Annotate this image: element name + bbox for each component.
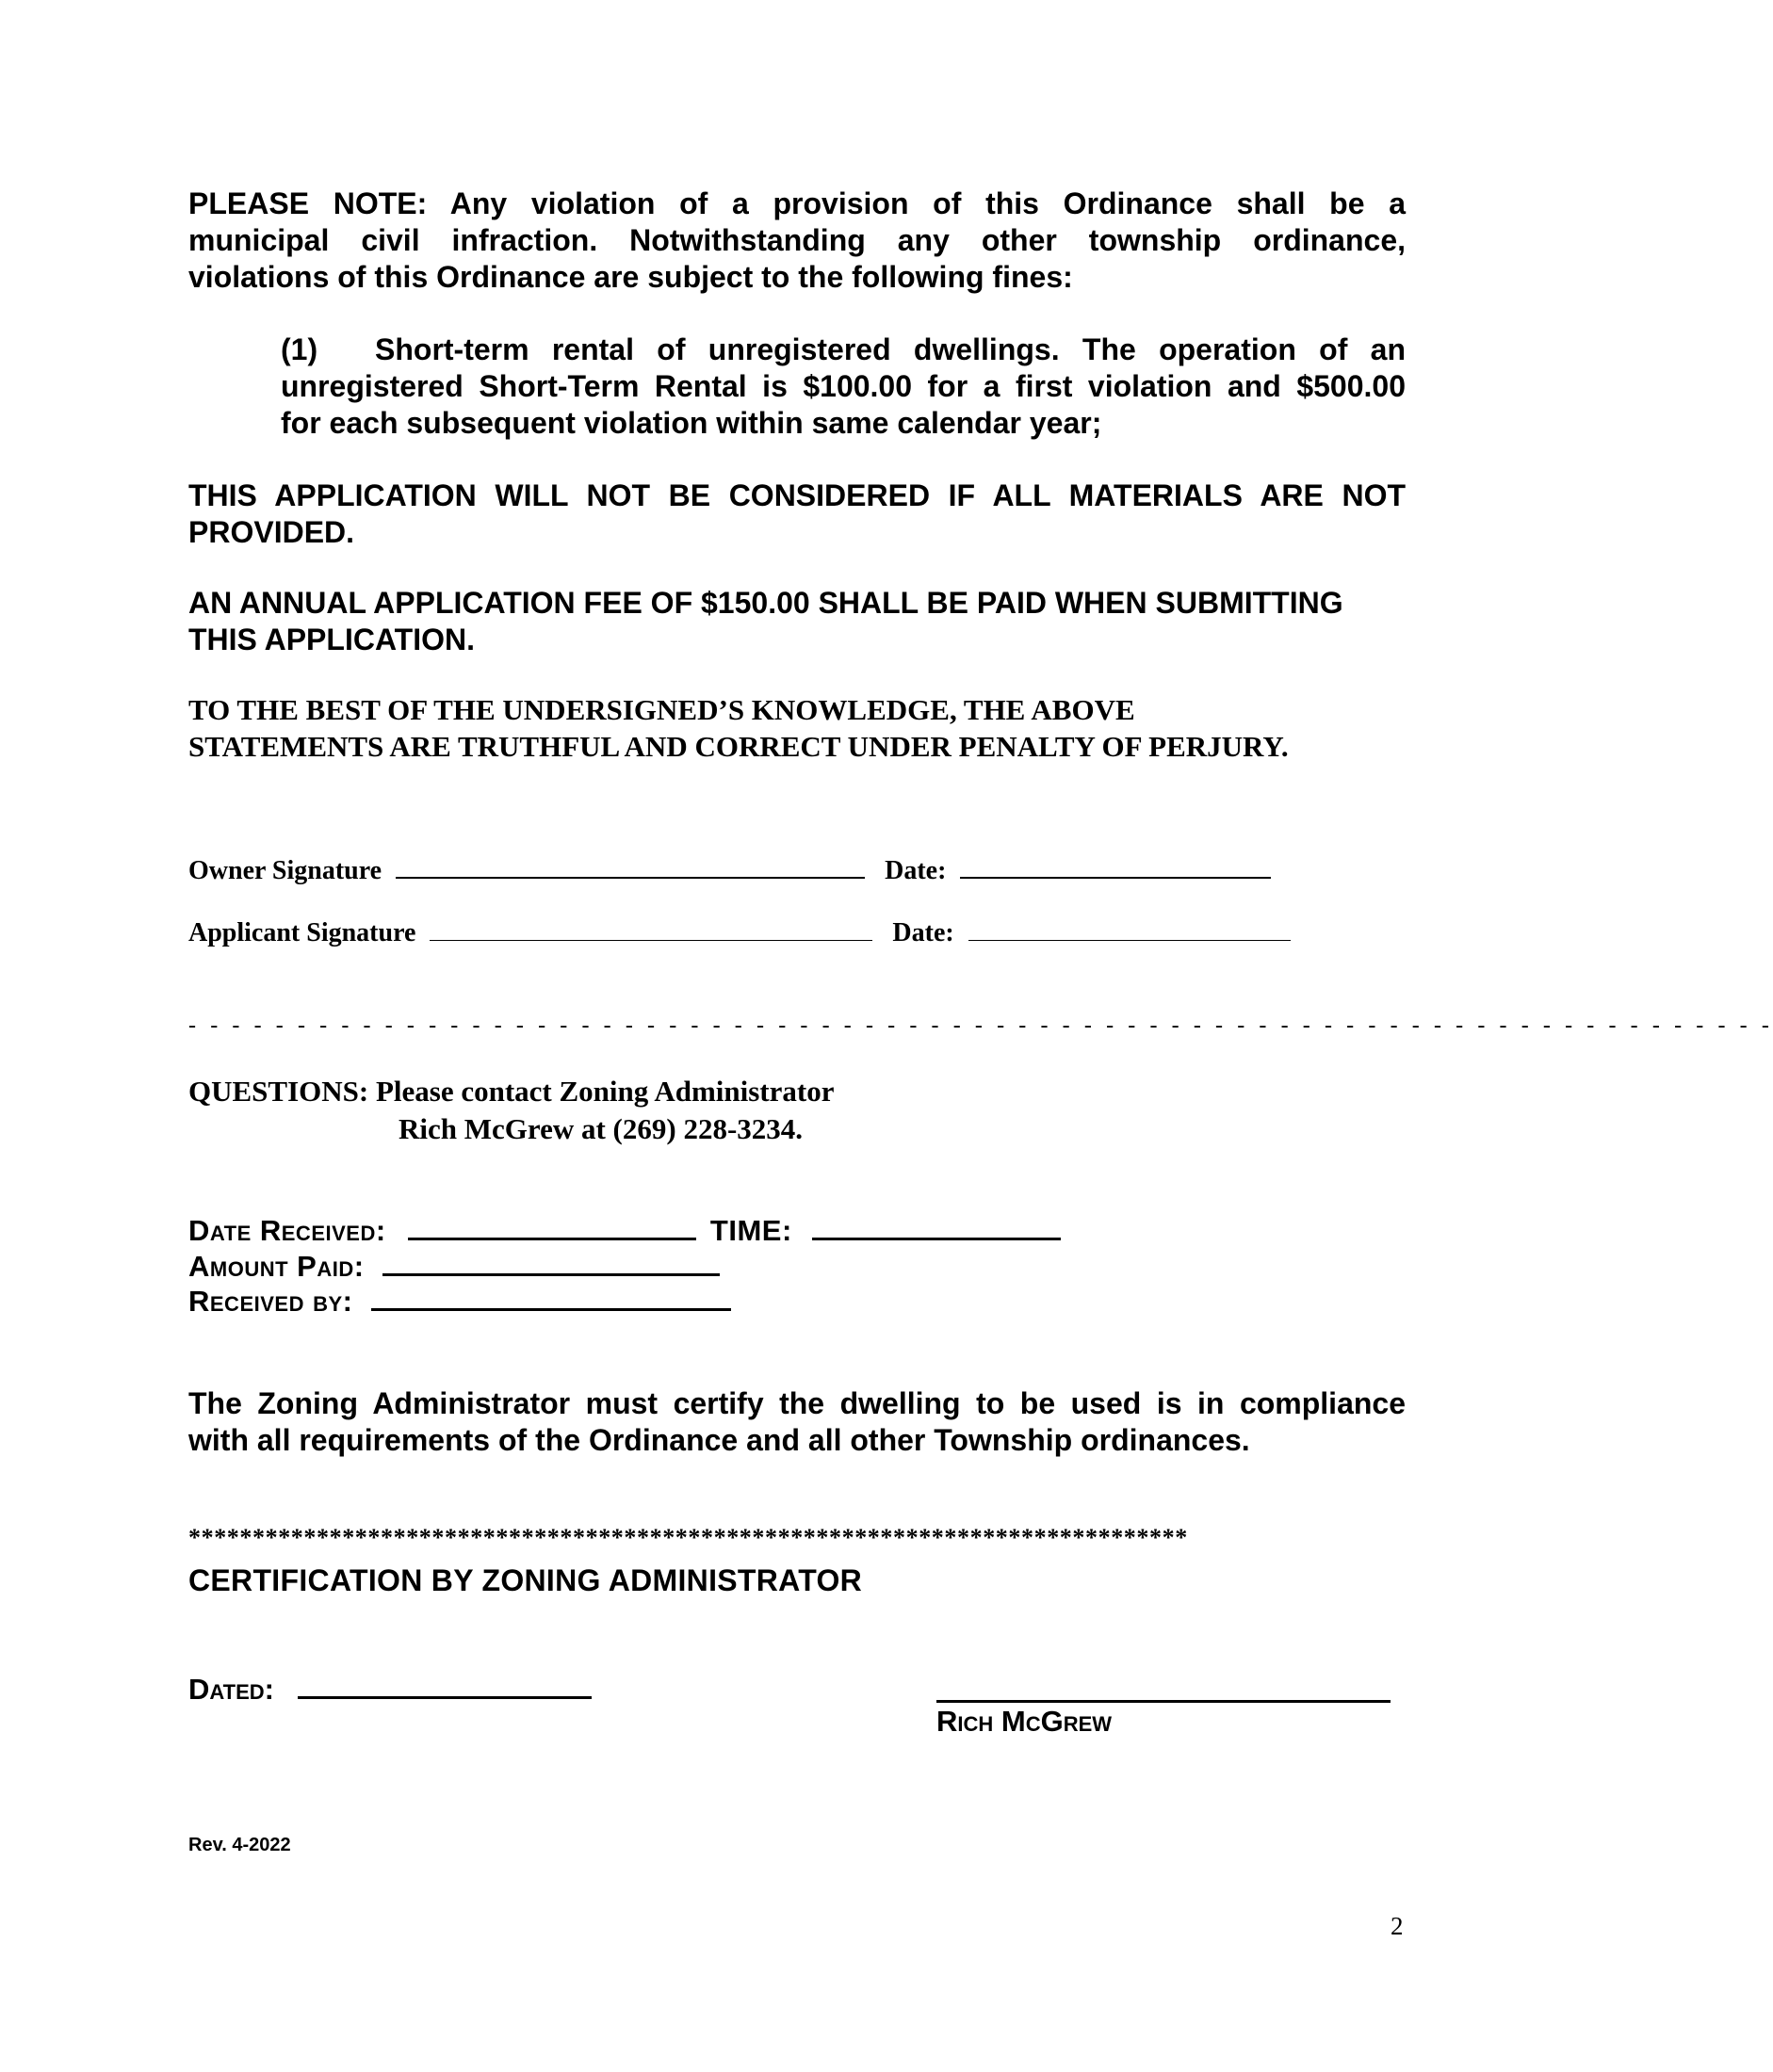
revision-label: Rev. 4-2022: [188, 1835, 291, 1855]
time-label: TIME:: [709, 1214, 792, 1247]
owner-date-line[interactable]: [960, 854, 1271, 879]
materials-notice-line: PROVIDED.: [188, 515, 355, 549]
materials-notice-line: THIS APPLICATION WILL NOT BE CONSIDERED IF ALL MATERIALS ARE NOT: [188, 478, 1406, 512]
violation-notice-line: municipal civil infraction. Notwithstanding any other township ordinance,: [188, 223, 1406, 257]
owner-signature-label: Owner Signature: [188, 856, 382, 885]
star-separator: ******************************************************************************: [188, 1524, 1188, 1551]
materials-notice: [188, 478, 1413, 551]
time-line[interactable]: [812, 1213, 1061, 1240]
fee-notice-line: THIS APPLICATION.: [188, 623, 475, 656]
certification-title: CERTIFICATION BY ZONING ADMINISTRATOR: [188, 1563, 863, 1597]
dated-line[interactable]: [298, 1672, 592, 1699]
administrator-name: Rich McGrew: [936, 1705, 1113, 1738]
questions-line: QUESTIONS: Please contact Zoning Administrator: [188, 1075, 835, 1108]
violation-notice-line: violations of this Ordinance are subject to the following fines:: [188, 260, 1073, 294]
dated-label: Dated:: [188, 1673, 274, 1706]
certify-notice-line: The Zoning Administrator must certify the dwelling to be used is in compliance: [188, 1386, 1406, 1420]
received-by-row: [188, 1284, 731, 1319]
fine-item-line: for each subsequent violation within same calendar year;: [281, 406, 1102, 440]
amount-paid-label: Amount Paid:: [188, 1250, 365, 1283]
date-received-label: Date Received:: [188, 1214, 386, 1247]
applicant-date-label: Date:: [892, 918, 954, 947]
dashed-separator: - - - - - - - - - - - - - - - - - - - - - - - - - - - - - - - - - - - - - - - - - - - - - - - - - - - - - - - - - - - - - - - - - - - - - - - - -: [188, 1013, 1773, 1038]
certify-notice-line: with all requirements of the Ordinance and all other Township ordinances.: [188, 1423, 1250, 1457]
owner-date-label: Date:: [885, 856, 947, 885]
fee-notice: [188, 585, 1413, 658]
administrator-signature-line[interactable]: [936, 1674, 1391, 1703]
owner-signature-row: [188, 854, 1271, 886]
applicant-signature-line[interactable]: [430, 917, 872, 941]
date-received-line[interactable]: [408, 1213, 696, 1240]
questions-contact: [188, 1073, 834, 1148]
page-number: 2: [1391, 1912, 1404, 1940]
applicant-signature-row: [188, 917, 1291, 948]
questions-line: Rich McGrew at (269) 228-3234.: [399, 1112, 804, 1145]
received-by-label: Received by:: [188, 1285, 353, 1318]
fine-item-line: unregistered Short-Term Rental is $100.00 for a first violation and $500.00: [281, 369, 1406, 403]
perjury-statement-line: TO THE BEST OF THE UNDERSIGNED’S KNOWLEDGE, THE ABOVE: [188, 693, 1135, 726]
perjury-statement-line: STATEMENTS ARE TRUTHFUL AND CORRECT UNDER PENALTY OF PERJURY.: [188, 730, 1289, 763]
amount-paid-row: [188, 1249, 720, 1284]
amount-paid-line[interactable]: [382, 1249, 720, 1276]
date-received-row: [188, 1213, 1061, 1248]
fee-notice-line: AN ANNUAL APPLICATION FEE OF $150.00 SHALL BE PAID WHEN SUBMITTING: [188, 586, 1343, 620]
received-by-line[interactable]: [371, 1284, 731, 1311]
applicant-signature-label: Applicant Signature: [188, 918, 416, 947]
dated-row: [188, 1672, 592, 1707]
owner-signature-line[interactable]: [396, 854, 865, 879]
applicant-date-line[interactable]: [968, 917, 1291, 941]
violation-notice: [188, 186, 1406, 296]
fine-item-number: (1): [281, 332, 318, 366]
certify-notice: [188, 1385, 1406, 1459]
fine-item-line: Short-term rental of unregistered dwellings. The operation of an: [375, 332, 1406, 366]
perjury-statement: [188, 691, 1432, 765]
fine-item-1: [281, 332, 1406, 442]
violation-notice-line: PLEASE NOTE: Any violation of a provision of this Ordinance shall be a: [188, 186, 1406, 220]
